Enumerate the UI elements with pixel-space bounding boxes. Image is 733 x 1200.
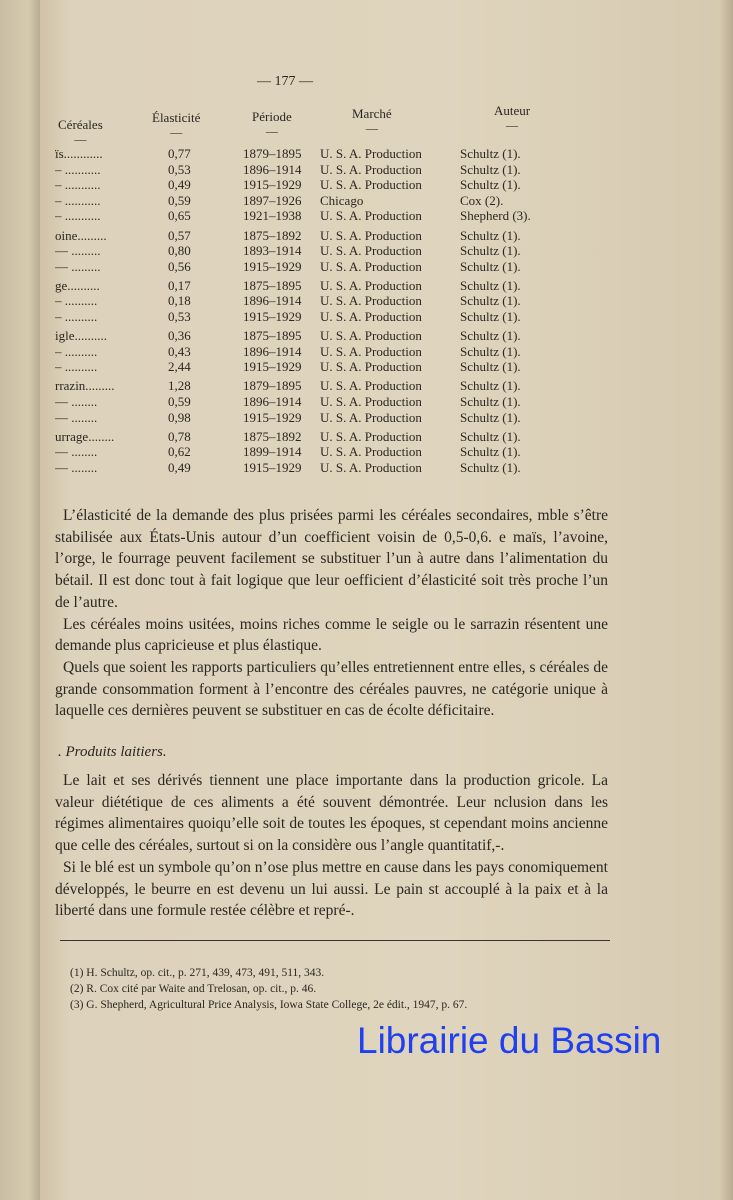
- paragraph: Les céréales moins usitées, moins riches comme le seigle ou le sarrazin résentent une demande plus capricieuse et plus élastique.: [55, 615, 608, 655]
- cereal-name: — .........: [55, 243, 101, 259]
- author: Schultz (1).: [460, 258, 521, 274]
- period: 1896–1914: [243, 161, 302, 177]
- cereal-name: — ........: [55, 459, 98, 475]
- section-heading: . Produits laitiers.: [58, 744, 167, 761]
- elasticity-value: 0,57: [168, 227, 191, 243]
- page-number: — 177 —: [257, 74, 313, 89]
- paragraph: Le lait et ses dérivés tiennent une place importante dans la production gricole. La valeur diététique de ces aliments a été souvent démontrée. Leur nclusion dans les régimes alimentaires quoiqu’elle soit de toutes les époques, st cependant moins ancienne que celle des céréales, surtout si on la considère ous l’angle quantitatif,-.: [55, 772, 608, 855]
- author: Schultz (1).: [460, 161, 521, 177]
- cereal-name: – ...........: [55, 208, 101, 224]
- elasticity-value: 0,77: [168, 146, 191, 161]
- cereal-name: ïs............: [55, 146, 103, 161]
- text-column: [55, 505, 662, 1063]
- author: Schultz (1).: [460, 177, 521, 193]
- paragraph: Si le blé est un symbole qu’on n’ose plus mettre en cause dans les pays conomiquement développés, le beurre en est devenu un lui aussi. Le pain st accouplé à la paix et à la liberté dans une formule restée célèbre et repré-.: [55, 858, 608, 920]
- paragraph: L’élasticité de la demande des plus prisées parmi les céréales secondaires, mble s’être stabilisée aux États-Unis autour d’un coefficient voisin de 0,5-0,6. e maïs, l’avoine, l’orge, le fourrage peuvent facilement se substituer l’un à autre dans l’alimentation du bétail. Il est donc tout à fait logique que leur oefficient d’élasticité soit très proche l’un de l’autre.: [55, 507, 608, 611]
- period: 1897–1926: [243, 192, 302, 208]
- author: Schultz (1).: [460, 428, 521, 444]
- header-periode: Période —: [252, 109, 292, 138]
- market: U. S. A. Production: [320, 378, 422, 394]
- cereal-name: – ..........: [55, 359, 98, 375]
- cereal-name: — .........: [55, 258, 101, 274]
- footnotes: [70, 965, 608, 1013]
- elasticity-value: 0,62: [168, 444, 191, 460]
- market: U. S. A. Production: [320, 293, 422, 309]
- footnote-divider: [60, 940, 610, 941]
- cereal-name: urrage........: [55, 428, 115, 444]
- author: Schultz (1).: [460, 394, 521, 409]
- author: Shepherd (3).: [460, 208, 531, 224]
- period: 1875–1895: [243, 328, 302, 344]
- author: Schultz (1).: [460, 343, 521, 359]
- author: Schultz (1).: [460, 459, 521, 475]
- paragraph-block-2: [55, 770, 608, 922]
- author: Schultz (1).: [460, 293, 521, 309]
- elasticity-value: 0,59: [168, 394, 191, 409]
- market: U. S. A. Production: [320, 243, 422, 259]
- author: Schultz (1).: [460, 146, 521, 161]
- period: 1896–1914: [243, 394, 302, 409]
- market: U. S. A. Production: [320, 258, 422, 274]
- footnote-1: (1) H. Schultz, op. cit., p. 271, 439, 473, 491, 511, 343.: [70, 966, 325, 979]
- elasticity-value: 0,18: [168, 293, 191, 309]
- header-auteur: Auteur —: [494, 103, 531, 132]
- page-edge: [720, 0, 733, 1200]
- elasticity-value: 0,65: [168, 208, 191, 224]
- market: U. S. A. Production: [320, 359, 422, 375]
- elasticity-value: 0,78: [168, 428, 191, 444]
- market: U. S. A. Production: [320, 309, 422, 324]
- cereal-name: igle..........: [55, 328, 107, 344]
- market: U. S. A. Production: [320, 177, 422, 193]
- market: Chicago: [320, 192, 364, 208]
- elasticity-value: 0,80: [168, 243, 191, 259]
- author: Schultz (1).: [460, 409, 521, 425]
- elasticity-value: 1,28: [168, 378, 191, 394]
- market: U. S. A. Production: [320, 208, 422, 224]
- paragraph-block-1: [55, 505, 608, 722]
- header-marche: Marché —: [352, 106, 392, 135]
- cereal-name: – ...........: [55, 161, 101, 177]
- elasticity-value: 2,44: [168, 359, 191, 375]
- author: Cox (2).: [460, 192, 504, 208]
- period: 1879–1895: [243, 146, 302, 161]
- period: 1915–1929: [243, 459, 302, 475]
- cereal-name: – ..........: [55, 293, 98, 309]
- cereal-name: – ..........: [55, 309, 98, 324]
- paragraph: Quels que soient les rapports particuliers qu’elles entretiennent entre elles, s céréales de grande consommation forment à l’encontre des céréales pauvres, ne catégorie unique à laquelle ces dernières peuvent se substituer en cas de écolte déficitaire.: [55, 658, 608, 720]
- elasticity-value: 0,43: [168, 343, 191, 359]
- period: 1915–1929: [243, 409, 302, 425]
- period: 1915–1929: [243, 177, 302, 193]
- market: U. S. A. Production: [320, 459, 422, 475]
- market: U. S. A. Production: [320, 343, 422, 359]
- period: 1896–1914: [243, 293, 302, 309]
- elasticity-value: 0,59: [168, 192, 191, 208]
- cereal-name: — ........: [55, 394, 98, 409]
- market: U. S. A. Production: [320, 161, 422, 177]
- elasticity-value: 0,49: [168, 177, 191, 193]
- author: Schultz (1).: [460, 227, 521, 243]
- period: 1915–1929: [243, 258, 302, 274]
- header-elasticite: Élasticité —: [152, 110, 201, 139]
- author: Schultz (1).: [460, 243, 521, 259]
- cereal-name: – ...........: [55, 192, 101, 208]
- elasticity-value: 0,53: [168, 161, 191, 177]
- market: U. S. A. Production: [320, 428, 422, 444]
- market: U. S. A. Production: [320, 227, 422, 243]
- author: Schultz (1).: [460, 378, 521, 394]
- period: 1893–1914: [243, 243, 302, 259]
- period: 1899–1914: [243, 444, 302, 460]
- market: U. S. A. Production: [320, 277, 422, 293]
- period: 1921–1938: [243, 208, 302, 224]
- header-cereales: Céréales —: [58, 117, 103, 146]
- cereal-name: – ...........: [55, 177, 101, 193]
- cereal-name: ge..........: [55, 277, 100, 293]
- market: U. S. A. Production: [320, 394, 422, 409]
- period: 1879–1895: [243, 378, 302, 394]
- period: 1875–1895: [243, 277, 302, 293]
- period: 1875–1892: [243, 428, 302, 444]
- author: Schultz (1).: [460, 277, 521, 293]
- elasticity-value: 0,56: [168, 258, 191, 274]
- period: 1896–1914: [243, 343, 302, 359]
- previous-page-edge: [0, 0, 40, 1200]
- elasticity-value: 0,49: [168, 459, 191, 475]
- market: U. S. A. Production: [320, 328, 422, 344]
- cereal-name: – ..........: [55, 343, 98, 359]
- footnote-2: (2) R. Cox cité par Waite and Trelosan, op. cit., p. 46.: [70, 982, 317, 995]
- cereal-name: oine.........: [55, 227, 107, 243]
- elasticity-value: 0,36: [168, 328, 191, 344]
- elasticity-value: 0,53: [168, 309, 191, 324]
- market: U. S. A. Production: [320, 444, 422, 460]
- watermark: Librairie du Bassin: [357, 1019, 662, 1061]
- author: Schultz (1).: [460, 328, 521, 344]
- period: 1875–1892: [243, 227, 302, 243]
- footnote-3: (3) G. Shepherd, Agricultural Price Analysis, Iowa State College, 2e édit., 1947, p. 67.: [70, 998, 468, 1011]
- elasticity-value: 0,17: [168, 277, 191, 293]
- author: Schultz (1).: [460, 444, 521, 460]
- cereal-name: — ........: [55, 444, 98, 460]
- author: Schultz (1).: [460, 359, 521, 375]
- market: U. S. A. Production: [320, 409, 422, 425]
- market: U. S. A. Production: [320, 146, 422, 161]
- author: Schultz (1).: [460, 309, 521, 324]
- cereal-name: rrazin.........: [55, 378, 115, 394]
- period: 1915–1929: [243, 309, 302, 324]
- period: 1915–1929: [243, 359, 302, 375]
- cereal-name: — ........: [55, 409, 98, 425]
- elasticity-value: 0,98: [168, 409, 191, 425]
